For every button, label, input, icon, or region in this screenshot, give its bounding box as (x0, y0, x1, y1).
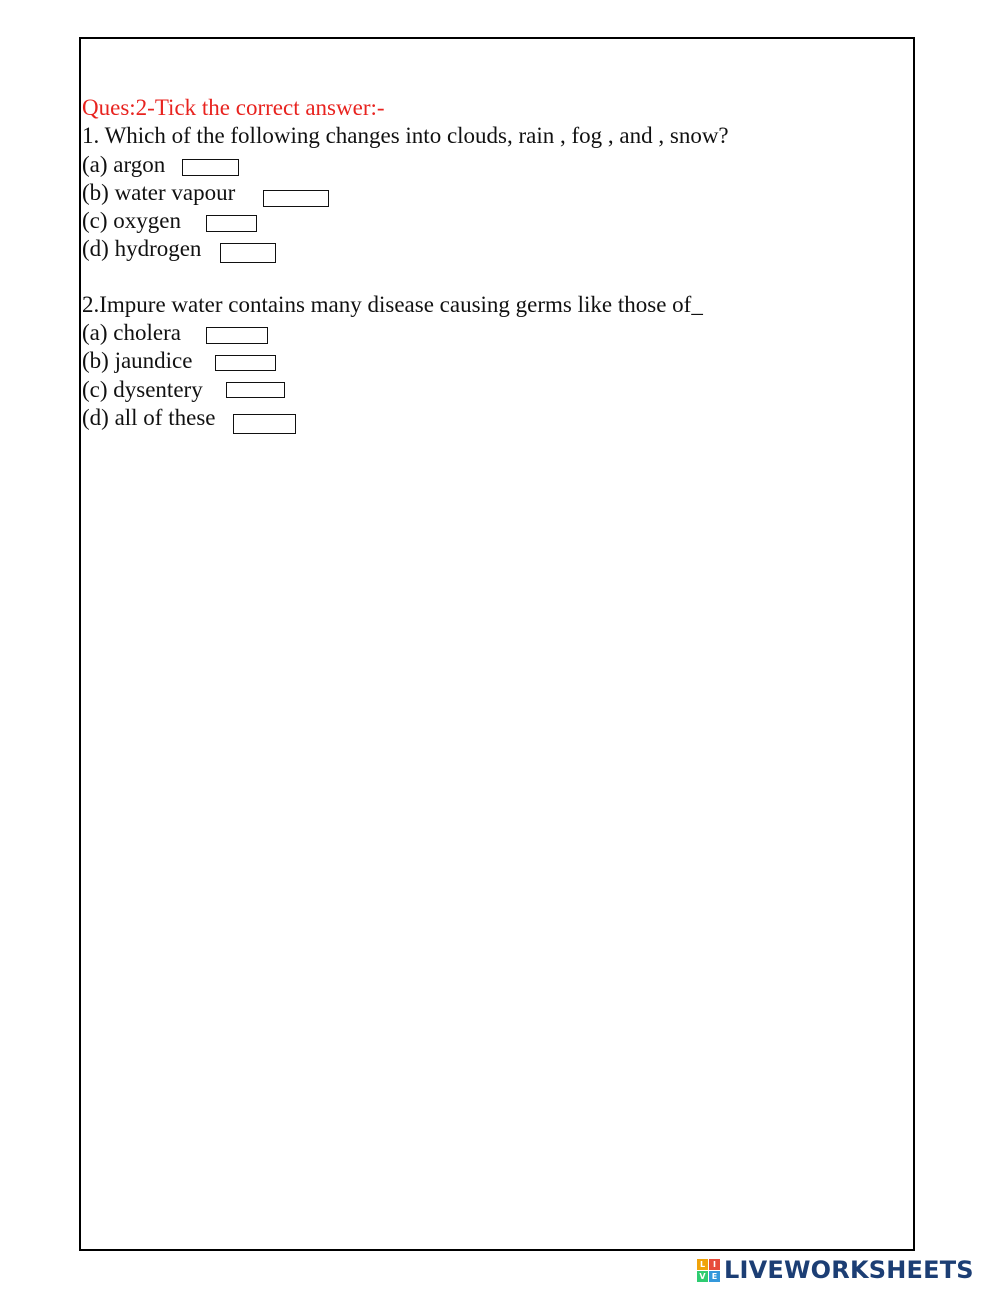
logo-tile-v: V (697, 1271, 708, 1282)
q2-option-c-label: (c) dysentery (82, 377, 203, 402)
q1-option-c-checkbox[interactable] (206, 215, 257, 232)
liveworksheets-logo-icon (697, 1259, 720, 1282)
q2-option-b-checkbox[interactable] (215, 355, 276, 371)
q2-option-d-checkbox[interactable] (233, 414, 296, 434)
logo-tile-i: I (709, 1259, 720, 1270)
worksheet-frame (79, 37, 915, 1251)
q1-option-b-label: (b) water vapour (82, 180, 236, 205)
q1-option-d-checkbox[interactable] (220, 243, 276, 263)
q2-option-a-label: (a) cholera (82, 320, 181, 345)
q1-option-d-label: (d) hydrogen (82, 236, 202, 261)
liveworksheets-brand (697, 1257, 974, 1283)
q1-option-a-label: (a) argon (82, 152, 166, 177)
q2-option-d-label: (d) all of these (82, 405, 216, 430)
question-heading: Ques:2-Tick the correct answer:- (82, 95, 385, 120)
question-1-text: 1. Which of the following changes into clouds, rain , fog , and , snow? (82, 123, 729, 148)
q1-option-c-label: (c) oxygen (82, 208, 181, 233)
logo-tile-l: L (697, 1259, 708, 1270)
q1-option-a-checkbox[interactable] (182, 159, 239, 176)
q2-option-c-checkbox[interactable] (226, 382, 285, 398)
q2-option-a-checkbox[interactable] (206, 327, 268, 344)
q1-option-b-checkbox[interactable] (263, 190, 329, 207)
q2-option-b-label: (b) jaundice (82, 348, 193, 373)
question-2-text: 2.Impure water contains many disease causing germs like those of_ (82, 292, 703, 317)
logo-tile-e: E (709, 1271, 720, 1282)
brand-name: LIVEWORKSHEETS (724, 1256, 974, 1284)
